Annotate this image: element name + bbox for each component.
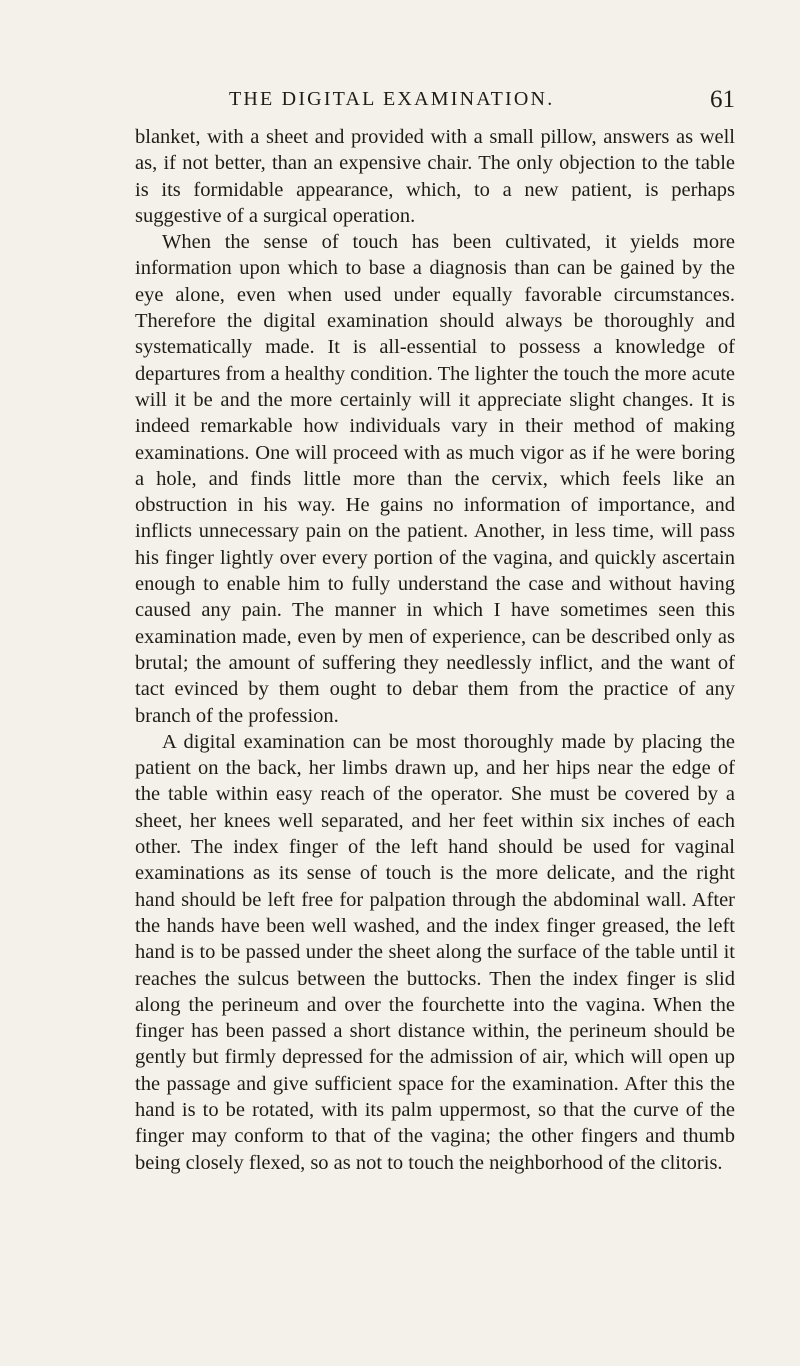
paragraph-continued: blanket, with a sheet and provided with a small pillow, answers as well as, if not better, than an expensive chair. The only objection to the table is its formidable appearance, which, to a new patient, is perhaps suggestive of a surgical operation.: [135, 126, 735, 227]
running-head-title: THE DIGITAL EXAMINATION.: [229, 88, 555, 110]
paragraph-sense-of-touch: When the sense of touch has been cultivated, it yields more information upon which to base a diagnosis than can be gained by the eye alone, even when used under equally favorable circumstances. Therefore the digital examination should always be thoroughly and systematically made. It is all-essential to possess a knowledge of departures from a healthy condition. The lighter the touch the more acute will it be and the more certainly will it appreciate slight changes. It is indeed remarkable how individuals vary in their method of making examinations. One will proceed with as much vigor as if he were boring a hole, and finds little more than the cervix, which feels like an obstruction in his way. He gains no information of importance, and inflicts unnecessary pain on the patient. Another, in less time, will pass his finger lightly over every portion of the vagina, and quickly ascertain enough to enable him to fully understand the case and without having caused any pain. The manner in which I have sometimes seen this examination made, even by men of experience, can be described only as brutal; the amount of suffering they needlessly inflict, and the want of tact evinced by them ought to debar them from the practice of any branch of the profession.: [135, 231, 735, 727]
body-text: [135, 124, 735, 1176]
page-number: 61: [710, 86, 735, 113]
running-head: [135, 86, 735, 118]
paragraph-examination-method: A digital examination can be most thoroughly made by placing the patient on the back, her limbs drawn up, and her hips near the edge of the table within easy reach of the operator. She must be covered by a sheet, her knees well separated, and her feet within six inches of each other. The index finger of the left hand should be used for vaginal examinations as its sense of touch is the more delicate, and the right hand should be left free for palpation through the abdominal wall. After the hands have been well washed, and the index finger greased, the left hand is to be passed under the sheet along the surface of the table until it reaches the sulcus between the buttocks. Then the index finger is slid along the perineum and over the fourchette into the vagina. When the finger has been passed a short distance within, the perineum should be gently but firmly depressed for the admission of air, which will open up the passage and give sufficient space for the examination. After this the hand is to be rotated, with its palm uppermost, so that the curve of the finger may conform to that of the vagina; the other fingers and thumb being closely flexed, so as not to touch the neighborhood of the clitoris.: [135, 730, 735, 1174]
